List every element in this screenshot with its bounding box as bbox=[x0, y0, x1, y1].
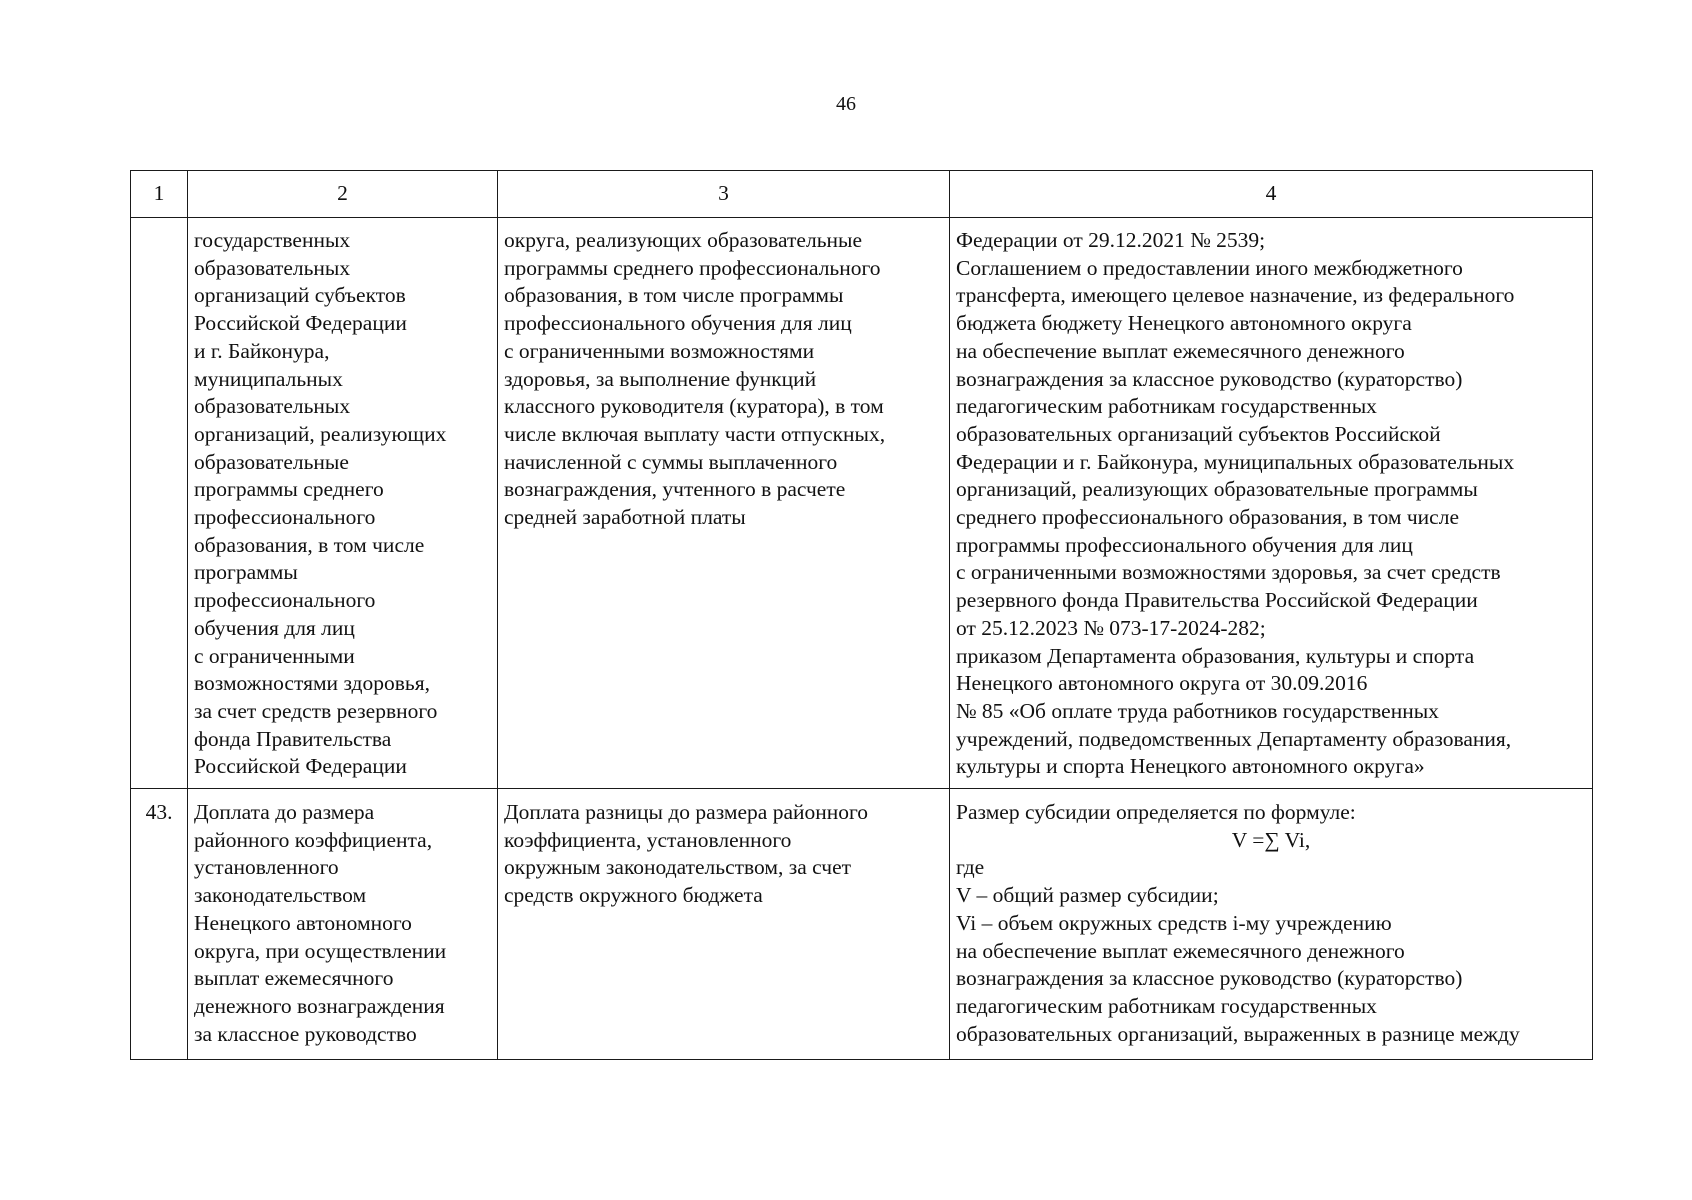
text-line: среднего профессионального образования, в том числе bbox=[956, 505, 1459, 530]
text-line: педагогическим работникам государственных bbox=[956, 394, 1377, 419]
formula-intro: Размер субсидии определяется по формуле: bbox=[956, 800, 1356, 825]
text-line: Федерации от 29.12.2021 № 2539; bbox=[956, 228, 1266, 252]
text-line: программы среднего bbox=[194, 477, 384, 502]
text-line: учреждений, подведомственных Департаменту образования, bbox=[956, 726, 1512, 751]
text-line: на обеспечение выплат ежемесячного денежного bbox=[956, 938, 1405, 963]
text-line: муниципальных bbox=[194, 366, 343, 391]
text-line: возможностями здоровья, bbox=[194, 671, 430, 696]
row-43-col3 bbox=[498, 789, 950, 1060]
text-line: числе включая выплату части отпускных, bbox=[504, 421, 886, 446]
text-line: выплат ежемесячного bbox=[194, 966, 394, 991]
text-line: приказом Департамента образования, культуры и спорта bbox=[956, 643, 1475, 668]
text-line: Ненецкого автономного bbox=[194, 910, 412, 935]
text-line: образовательных bbox=[194, 394, 351, 419]
text-line: вознаграждения за классное руководство (кураторство) bbox=[956, 966, 1463, 991]
table-row-continuation bbox=[131, 218, 1593, 789]
text-line: где bbox=[956, 855, 985, 880]
header-cell-3: 3 bbox=[498, 171, 950, 218]
text-line: и г. Байконура, bbox=[194, 338, 330, 363]
text-line: классного руководителя (куратора), в том bbox=[504, 394, 884, 419]
text-line: обучения для лиц bbox=[194, 615, 355, 640]
text-line: Доплата до размера bbox=[194, 800, 375, 825]
text-line: образовательных организаций субъектов Российской bbox=[956, 421, 1441, 446]
text-line: программы среднего профессионального bbox=[504, 255, 881, 280]
text-line: коэффициента, установленного bbox=[504, 827, 792, 852]
row-43-col4 bbox=[950, 789, 1593, 1060]
text-line: Vi – объем окружных средств i-му учреждению bbox=[956, 910, 1392, 935]
row-number-cell bbox=[131, 218, 188, 789]
text-line: профессионального обучения для лиц bbox=[504, 311, 852, 336]
text-line: Российской Федерации bbox=[194, 311, 407, 336]
text-line: организаций, реализующих bbox=[194, 421, 447, 446]
text-line: трансферта, имеющего целевое назначение, из федерального bbox=[956, 283, 1515, 308]
text-line: Ненецкого автономного округа от 30.09.2016 bbox=[956, 671, 1368, 696]
text-line: резервного фонда Правительства Российской Федерации bbox=[956, 588, 1478, 613]
text-line: фонда Правительства bbox=[194, 726, 392, 751]
text-line: организаций, реализующих образовательные программы bbox=[956, 477, 1478, 502]
text-line: с ограниченными возможностями здоровья, за счет средств bbox=[956, 560, 1501, 585]
table-header-row bbox=[131, 171, 1593, 218]
formula-explanation bbox=[956, 854, 1586, 1048]
text-line: Российской Федерации bbox=[194, 754, 407, 779]
text-line: бюджета бюджету Ненецкого автономного округа bbox=[956, 311, 1412, 336]
table-row-43 bbox=[131, 789, 1593, 1060]
text-line: средств окружного бюджета bbox=[504, 883, 763, 908]
row-43-col2 bbox=[188, 789, 498, 1060]
text-line: профессионального bbox=[194, 588, 376, 613]
text-line: педагогическим работникам государственных bbox=[956, 993, 1377, 1018]
text-line: образовательные bbox=[194, 449, 349, 474]
text-line: вознаграждения, учтенного в расчете bbox=[504, 477, 846, 502]
text-line: культуры и спорта Ненецкого автономного округа» bbox=[956, 754, 1425, 779]
header-cell-1: 1 bbox=[131, 171, 188, 218]
formula: V =∑ Vi, bbox=[1231, 827, 1311, 852]
text-line: установленного bbox=[194, 855, 339, 880]
text-line: округа, при осуществлении bbox=[194, 938, 447, 963]
text-line: законодательством bbox=[194, 883, 367, 908]
text-line: профессионального bbox=[194, 505, 376, 530]
text-line: программы bbox=[194, 560, 298, 585]
text-line: V – общий размер субсидии; bbox=[956, 883, 1219, 908]
text-line: районного коэффициента, bbox=[194, 827, 433, 852]
text-line: Соглашением о предоставлении иного межбюджетного bbox=[956, 255, 1463, 280]
text-line: образования, в том числе bbox=[194, 532, 425, 557]
text-line: от 25.12.2023 № 073-17-2024-282; bbox=[956, 615, 1266, 640]
text-line: организаций субъектов bbox=[194, 283, 406, 308]
text-line: на обеспечение выплат ежемесячного денежного bbox=[956, 338, 1405, 363]
text-line: за счет средств резервного bbox=[194, 698, 438, 723]
text-line: здоровья, за выполнение функций bbox=[504, 366, 817, 391]
text-line: с ограниченными bbox=[194, 643, 355, 668]
text-line: вознаграждения за классное руководство (кураторство) bbox=[956, 366, 1463, 391]
row-cont-col3 bbox=[498, 218, 950, 789]
text-line: Доплата разницы до размера районного bbox=[504, 800, 869, 825]
text-line: начисленной с суммы выплаченного bbox=[504, 449, 838, 474]
row-cont-col4 bbox=[950, 218, 1593, 789]
text-line: государственных bbox=[194, 228, 351, 252]
text-line: № 85 «Об оплате труда работников государственных bbox=[956, 698, 1439, 723]
text-line: Федерации и г. Байконура, муниципальных образовательных bbox=[956, 449, 1515, 474]
text-line: денежного вознаграждения bbox=[194, 993, 445, 1018]
row-cont-col2 bbox=[188, 218, 498, 789]
header-cell-2: 2 bbox=[188, 171, 498, 218]
text-line: программы профессионального обучения для лиц bbox=[956, 532, 1413, 557]
text-line: округа, реализующих образовательные bbox=[504, 228, 863, 252]
text-line: окружным законодательством, за счет bbox=[504, 855, 852, 880]
header-cell-4: 4 bbox=[950, 171, 1593, 218]
document-table bbox=[130, 170, 1593, 1060]
row-number-cell: 43. bbox=[131, 789, 188, 1060]
text-line: с ограниченными возможностями bbox=[504, 338, 815, 363]
text-line: за классное руководство bbox=[194, 1021, 417, 1046]
text-line: образования, в том числе программы bbox=[504, 283, 844, 308]
text-line: образовательных организаций, выраженных в разнице между bbox=[956, 1021, 1520, 1046]
page-number: 46 bbox=[836, 93, 856, 115]
text-line: образовательных bbox=[194, 255, 351, 280]
text-line: средней заработной платы bbox=[504, 505, 746, 530]
